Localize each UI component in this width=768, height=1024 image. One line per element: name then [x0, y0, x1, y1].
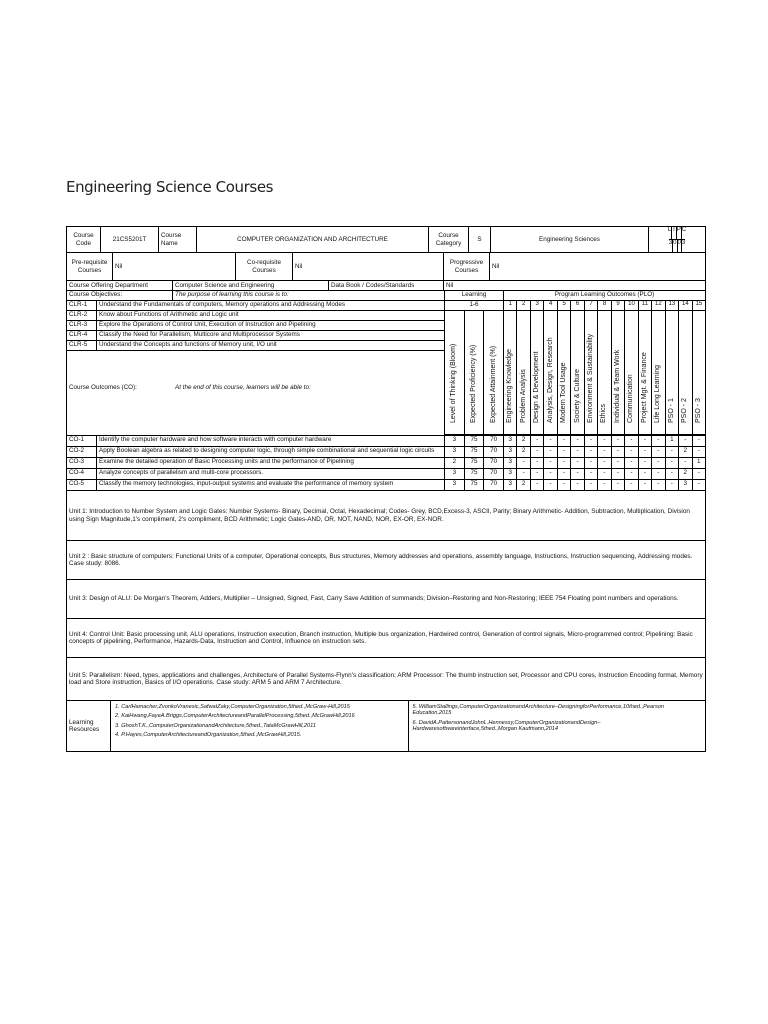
outcomes-intro: At the end of this course, learners will be able to: [175, 383, 311, 391]
co-proficiency: 75 [465, 480, 485, 490]
plo-header-text: PSO - 1 [667, 398, 675, 423]
co-plo-value: - [544, 458, 557, 468]
learning-label: Learning [445, 291, 504, 300]
page-title: Engineering Science Courses [66, 178, 274, 196]
co-plo-value: - [612, 458, 625, 468]
plo-number: 9 [612, 301, 625, 310]
clr-code: CLR-4 [67, 331, 97, 340]
co-plo-value: - [544, 447, 557, 457]
co-plo-value: - [625, 458, 638, 468]
clr-code: CLR-1 [67, 301, 97, 310]
co-level: 2 [445, 458, 465, 468]
course-name: COMPUTER ORGANIZATION AND ARCHITECTURE [197, 227, 429, 252]
plo-header [625, 311, 638, 434]
co-plo-value: - [639, 480, 652, 490]
course-category-label: Course Category [429, 227, 469, 252]
reference-item: 5. WilliamStallings,ComputerOrganizationandArchitecture–DesigningforPerformance,10thed.,Pearson Education,2015 [412, 704, 664, 717]
plo-number: 11 [639, 301, 652, 310]
plo-header [693, 311, 705, 434]
learning-header-text: Level of Thinking (Bloom) [450, 343, 458, 423]
co-plo-value: - [544, 480, 557, 490]
co-plo-value: 2 [679, 469, 692, 479]
co-plo-value: - [558, 436, 571, 446]
dept-value: Computer Science and Engineering [173, 281, 329, 290]
outcome-row [67, 458, 705, 469]
co-code: CO-4 [67, 469, 97, 479]
outcomes-label: Course Outcomes (CO): [69, 383, 137, 391]
co-plo-value: - [639, 447, 652, 457]
prereq-value: Nil [113, 253, 236, 280]
resources-label: Learning Resources [67, 701, 111, 751]
co-plo-value: - [531, 447, 544, 457]
co-plo-value: - [625, 469, 638, 479]
clr-text: Understand the Fundamentals of computers, Memory operations and Addressing Modes [99, 301, 346, 308]
co-plo-value: - [679, 458, 692, 468]
co-code: CO-3 [67, 458, 97, 468]
co-plo-value: - [571, 447, 584, 457]
plo-header [544, 311, 557, 434]
outcome-row [67, 480, 705, 491]
clr-text: Understand the Concepts and functions of Memory unit, I/O unit [99, 341, 277, 348]
plo-number: 7 [585, 301, 598, 310]
co-plo-value: - [531, 480, 544, 490]
co-plo-value: - [544, 469, 557, 479]
co-plo-value: - [697, 436, 700, 443]
plo-header-text: Engineering Knowledge [506, 349, 514, 423]
course-category: S [469, 227, 491, 252]
plo-header [531, 311, 544, 434]
progressive-label: Progressive Courses [444, 253, 490, 280]
co-plo-value: - [652, 480, 665, 490]
co-plo-value: - [598, 480, 611, 490]
co-plo-value: - [558, 480, 571, 490]
co-plo-value: - [571, 469, 584, 479]
ltpc-value: 0 [678, 240, 682, 252]
co-plo-value: - [625, 480, 638, 490]
databook-label: Data Book / Codes/Standards [329, 281, 444, 290]
plo-header [639, 311, 652, 434]
co-plo-value: - [598, 436, 611, 446]
course-category-name: Engineering Sciences [491, 227, 649, 252]
course-header-row [67, 227, 705, 253]
co-text: Examine the detailed operation of Basic Processing units and the performance of Pipelining [97, 458, 445, 468]
learning-header-text: Expected Attainment (%) [489, 345, 497, 423]
plo-header [679, 311, 692, 434]
plo-header-text: Modern Tool Usage [560, 362, 568, 423]
co-plo-value: - [666, 480, 679, 490]
outcome-row [67, 447, 705, 458]
ltpc-value: 3 [669, 240, 673, 252]
co-attainment: 70 [484, 436, 504, 446]
clr-code: CLR-3 [67, 321, 97, 330]
co-plo-value: - [558, 447, 571, 457]
plo-header [652, 311, 665, 434]
co-plo-value: - [585, 469, 598, 479]
clr-code: CLR-2 [67, 311, 97, 320]
co-level: 3 [445, 480, 465, 490]
plo-number: 14 [679, 301, 692, 310]
co-plo-value: - [612, 447, 625, 457]
co-attainment: 70 [484, 480, 504, 490]
co-code: CO-2 [67, 447, 97, 457]
ltpc-label: P [677, 227, 682, 239]
co-plo-value: 3 [504, 447, 517, 457]
resources-right [409, 701, 706, 751]
co-plo-value: - [558, 469, 571, 479]
outcome-row [67, 436, 705, 447]
plo-header [504, 311, 517, 434]
co-plo-value: - [639, 458, 652, 468]
co-plo-value: - [585, 458, 598, 468]
plo-number: 4 [544, 301, 557, 310]
course-code: 21CS5201T [101, 227, 159, 252]
clr-text: Explore the Operations of Control Unit, Execution of Instruction and Pipelining [99, 321, 316, 328]
co-plo-value: - [531, 458, 544, 468]
reference-item: 6. DavidA.PattersonandJohnL.Hennessy,ComputerOrganizationandDesign–Hardwaresoftwareinterface,5thed.,Morgan Kaufmann,2014 [412, 719, 601, 733]
co-plo-value: 2 [517, 447, 530, 457]
co-plo-value: 2 [679, 447, 692, 457]
co-plo-value: - [585, 480, 598, 490]
co-plo-value: - [571, 436, 584, 446]
co-plo-value: - [585, 447, 598, 457]
unit-5: Unit 5: Parallelism: Need, types, applications and challenges, Architecture of Parallel Systems-Flynn's classification; ARM Processor: The thumb instruction set, Processor and CPU cores, Instruction Encoding format, Memory load and Store instruction, Basics of I/O operations. Case study: ARM 5 and ARM 7 Architecture. [67, 658, 705, 701]
plo-header-text: Environment & Sustainability [586, 333, 594, 423]
co-text: Analyze concepts of parallelism and multi-core processors. [97, 469, 445, 479]
clr-code: CLR-5 [67, 341, 97, 350]
syllabus-table [66, 226, 706, 752]
co-plo-value: - [639, 436, 652, 446]
co-level: 3 [445, 469, 465, 479]
learning-header [445, 311, 465, 434]
co-proficiency: 75 [465, 469, 485, 479]
co-plo-value: - [612, 469, 625, 479]
learning-header-text: Expected Proficiency (%) [469, 344, 477, 423]
plo-header [598, 311, 611, 434]
co-plo-value: - [531, 469, 544, 479]
reference-item: 1. CarlHamacher,ZvonkoVranesic,SafwatZaky,ComputerOrganization,5thed.,McGraw-Hill,2015 [115, 704, 350, 710]
co-proficiency: 75 [465, 447, 485, 457]
plo-header-text: Communication [627, 374, 635, 423]
co-plo-value: 3 [504, 458, 517, 468]
co-plo-value: - [652, 458, 665, 468]
co-plo-value: 3 [679, 480, 692, 490]
plo-header [517, 311, 530, 434]
co-level: 3 [445, 447, 465, 457]
objectives-label: Course Objectives: [67, 291, 173, 300]
co-plo-value: - [544, 436, 557, 446]
ltpc-label: L [668, 227, 672, 239]
resources-left [111, 701, 409, 751]
plo-header-text: Individual & Team Work [613, 349, 621, 423]
co-plo-value: - [598, 469, 611, 479]
unit-1: Unit 1: Introduction to Number System and Logic Gates: Number Systems- Binary, Decimal, Octal, Hexadecimal; Codes- Grey, BCD,Excess-3, ASCII, Parity; Binary Arithmetic- Addition, Subtraction, Multiplication, Division using Sign Magnitude,1's compliment, 2's compliment, BCD Arithmetic; Logic Gates-AND, OR, NOT, NAND, NOR, EX-OR, EX-NOR. [67, 491, 705, 541]
course-name-label: Course Name [159, 227, 197, 252]
plo-header-text: Ethics [600, 403, 608, 423]
co-plo-value: - [666, 469, 679, 479]
co-plo-value: - [679, 436, 692, 446]
learning-range: 1-6 [445, 301, 504, 310]
plo-number: 5 [558, 301, 571, 310]
department-row [67, 281, 705, 291]
course-code-label: Course Code [67, 227, 101, 252]
reference-item: 4. P.Hayes,ComputerArchitectureandOrganization,5thed.,McGrawHill,2015. [115, 732, 302, 739]
plo-header-text: PSO - 3 [694, 398, 702, 423]
learning-header [484, 311, 504, 434]
co-plo-value: - [652, 436, 665, 446]
co-plo-value: - [598, 447, 611, 457]
outcomes-header [67, 351, 444, 424]
coreq-label: Co-requisite Courses [236, 253, 293, 280]
plo-header-text: Life Long Learning [654, 364, 662, 423]
objectives-matrix [67, 291, 705, 436]
unit-3: Unit 3: Design of ALU: De Morgan's Theorem, Adders, Multiplier – Unsigned, Signed, Fast, Carry Save Addition of summands; Division–Restoring and Non-Restoring; IEEE 754 Floating point numbers and operations. [67, 580, 705, 619]
co-plo-value: - [666, 447, 679, 457]
plo-header [612, 311, 625, 434]
plo-number: 13 [666, 301, 679, 310]
co-plo-value: - [666, 458, 679, 468]
plo-number: 3 [531, 301, 544, 310]
co-plo-value: - [612, 480, 625, 490]
co-proficiency: 75 [465, 436, 485, 446]
plo-number: 6 [571, 301, 584, 310]
co-plo-value: - [612, 436, 625, 446]
dept-label: Course Offering Department [67, 281, 173, 290]
co-plo-value: - [571, 458, 584, 468]
co-plo-value: 1 [666, 436, 679, 446]
co-plo-value: 3 [504, 469, 517, 479]
plo-header [666, 311, 679, 434]
plo-number: 15 [695, 301, 703, 307]
plo-header-text: Project Mgt. & Finance [640, 352, 648, 423]
ltpc-value: 3 [681, 240, 686, 246]
co-plo-value: - [558, 458, 571, 468]
co-code: CO-5 [67, 480, 97, 490]
co-plo-value: 3 [504, 436, 517, 446]
databook-value: Nil [446, 281, 454, 289]
plo-header-text: Design & Development [533, 351, 541, 423]
unit-4: Unit 4: Control Unit: Basic processing unit, ALU operations, Instruction execution, Branch instruction, Multiple bus organization, Hardwired control, Generation of control signals, Micro-programmed control; Pipelining: Basic concepts of pipelining, Performance, Hazards-Data, Instruction and Control, Influence on instruction sets. [67, 619, 705, 658]
prereq-label: Pre-requisite Courses [67, 253, 113, 280]
outcome-row [67, 469, 705, 480]
co-plo-value: - [697, 469, 700, 476]
ltpc-value: 0 [673, 240, 677, 252]
co-text: Apply Boolean algebra as related to designing computer logic, through simple combinational and sequential logic circuits [97, 447, 445, 457]
plo-header-text: Analysis, Design, Research [546, 337, 554, 423]
plo-header-text: PSO - 2 [681, 398, 689, 423]
co-level: 3 [445, 436, 465, 446]
reference-item: 3. GhoshT.K.,ComputerOrganizationandArchitecture,5thed.,TataMcGrawHill,2011 [115, 722, 316, 729]
co-plo-value: - [697, 480, 700, 487]
co-plo-value: - [585, 436, 598, 446]
plo-number: 12 [652, 301, 665, 310]
plo-number: 1 [504, 301, 517, 310]
co-plo-value: - [517, 469, 530, 479]
clr-text: Know about Functions of Arithmetic and Logic unit [99, 311, 239, 318]
co-plo-value: 2 [517, 480, 530, 490]
unit-2: Unit 2 : Basic structure of computers: Functional Units of a computer, Operational concepts, Bus structures, Memory addresses and operations, assembly language, Instructions, Instruction sequencing, Addressing modes. Case study: 8086. [67, 541, 705, 580]
plo-number: 2 [517, 301, 530, 310]
plo-label: Program Learning Outcomes (PLO) [554, 291, 655, 298]
course-outcomes [67, 436, 705, 491]
plo-header [558, 311, 571, 434]
co-plo-value: - [652, 447, 665, 457]
co-attainment: 70 [484, 458, 504, 468]
plo-number: 8 [598, 301, 611, 310]
ltpc-label: T [672, 227, 677, 239]
ltpc-label: C [681, 227, 687, 233]
co-text: Identify the computer hardware and how software interacts with computer hardware [97, 436, 445, 446]
co-plo-value: - [571, 480, 584, 490]
co-text: Classify the memory technologies, input-output systems and evaluate the performance of memory system [97, 480, 445, 490]
plo-number: 10 [625, 301, 638, 310]
coreq-value: Nil [293, 253, 444, 280]
co-attainment: 70 [484, 469, 504, 479]
co-plo-value: 3 [504, 480, 517, 490]
clr-text: Classify the Need for Parallelism, Multicore and Multiprocessor Systems [99, 331, 300, 338]
co-plo-value: - [639, 469, 652, 479]
plo-header [571, 311, 584, 434]
learning-header [465, 311, 485, 434]
co-code: CO-1 [67, 436, 97, 446]
learning-resources [67, 701, 705, 751]
plo-header-text: Society & Culture [573, 368, 581, 423]
co-plo-value: - [652, 469, 665, 479]
co-attainment: 70 [484, 447, 504, 457]
co-plo-value: - [625, 447, 638, 457]
plo-header-text: Problem Analysis [519, 369, 527, 423]
co-plo-value: - [625, 436, 638, 446]
co-plo-value: 1 [697, 458, 701, 465]
co-plo-value: - [517, 458, 530, 468]
co-plo-value: - [598, 458, 611, 468]
co-plo-value: - [531, 436, 544, 446]
prerequisite-row [67, 253, 705, 281]
objectives-intro: The purpose of learning this course is to: [175, 291, 289, 298]
progressive-value: Nil [492, 262, 500, 270]
co-proficiency: 75 [465, 458, 485, 468]
plo-header [585, 311, 598, 434]
ltpc-grid [649, 227, 705, 252]
co-plo-value: - [697, 447, 700, 454]
reference-item: 2. KaiHwang,FayeA.Briggs,ComputerArchitectureandParallelProcessing,5thed.,McGrawHill,2016 [115, 713, 355, 720]
co-plo-value: 2 [517, 436, 530, 446]
